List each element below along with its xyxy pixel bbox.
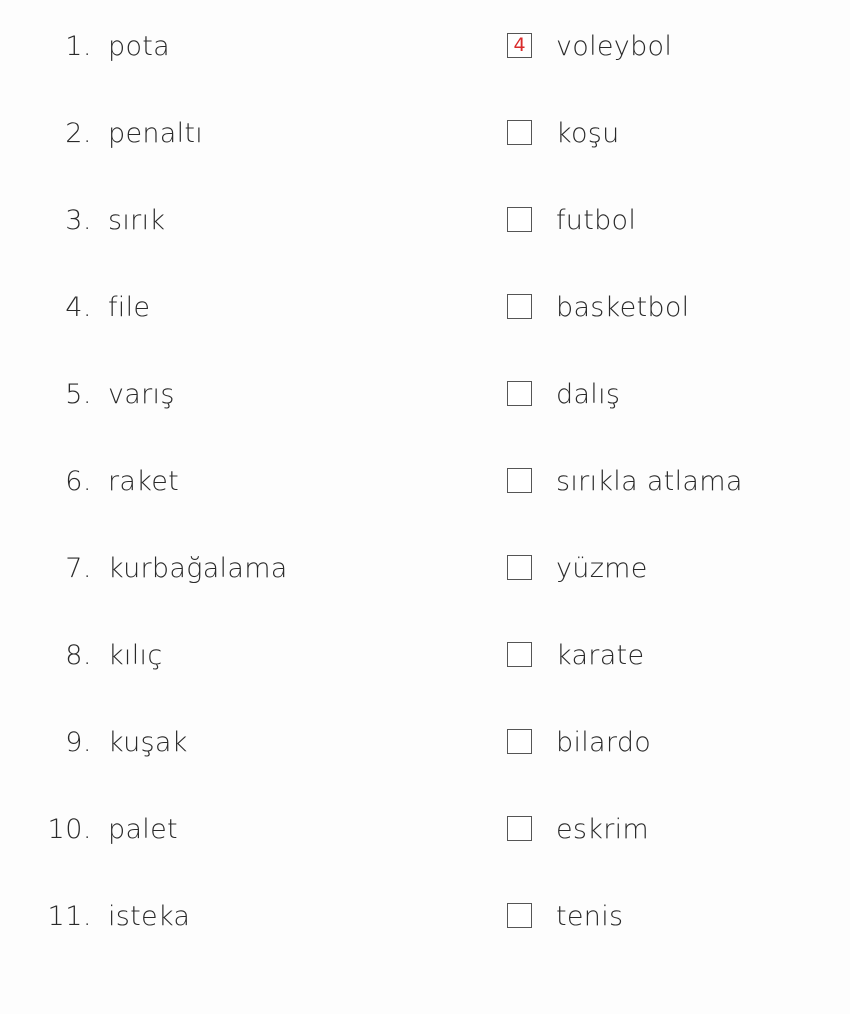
- term-word: sırık: [108, 205, 166, 236]
- sport-word: voleybol: [556, 31, 673, 62]
- term-number: 6.: [65, 466, 92, 497]
- term-number: 4.: [65, 292, 92, 323]
- answer-box[interactable]: [507, 120, 532, 145]
- match-row: [0, 457, 850, 507]
- match-row: [0, 196, 850, 246]
- sport-word: karate: [556, 640, 645, 671]
- match-row: [0, 892, 850, 942]
- match-row: [0, 805, 850, 855]
- term-word: kurbağalama: [108, 553, 288, 584]
- term-number: 9.: [65, 727, 92, 758]
- sport-word: basketbol: [556, 292, 690, 323]
- sport-word: yüzme: [556, 553, 648, 584]
- answer-box[interactable]: [507, 729, 532, 754]
- answer-box[interactable]: [507, 294, 532, 319]
- term-number: 11.: [47, 901, 92, 932]
- term-number: 5.: [65, 379, 92, 410]
- answer-box[interactable]: [507, 903, 532, 928]
- term-number: 3.: [65, 205, 92, 236]
- term-number: 10.: [47, 814, 92, 845]
- sport-word: tenis: [556, 901, 624, 932]
- term-number: 1.: [65, 31, 92, 62]
- match-row: [0, 631, 850, 681]
- term-word: isteka: [108, 901, 191, 932]
- term-word: kuşak: [108, 727, 188, 758]
- answer-box[interactable]: [507, 468, 532, 493]
- term-word: file: [108, 292, 151, 323]
- term-number: 8.: [65, 640, 92, 671]
- sport-word: bilardo: [556, 727, 652, 758]
- sport-word: dalış: [556, 379, 621, 410]
- answer-box[interactable]: [507, 642, 532, 667]
- sport-word: sırıkla atlama: [556, 466, 743, 497]
- match-row: [0, 718, 850, 768]
- answer-box[interactable]: 4: [507, 33, 532, 58]
- term-number: 2.: [65, 118, 92, 149]
- match-row: [0, 283, 850, 333]
- term-word: raket: [108, 466, 180, 497]
- term-word: palet: [108, 814, 178, 845]
- sport-word: futbol: [556, 205, 637, 236]
- term-word: kılıç: [108, 640, 163, 671]
- answer-box[interactable]: [507, 381, 532, 406]
- match-row: [0, 544, 850, 594]
- term-word: pota: [108, 31, 170, 62]
- answer-box[interactable]: [507, 555, 532, 580]
- sport-word: eskrim: [556, 814, 650, 845]
- sport-word: koşu: [556, 118, 620, 149]
- match-row: [0, 109, 850, 159]
- match-row: [0, 370, 850, 420]
- term-word: varış: [108, 379, 175, 410]
- term-word: penaltı: [108, 118, 204, 149]
- term-number: 7.: [65, 553, 92, 584]
- answer-box[interactable]: [507, 207, 532, 232]
- answer-box[interactable]: [507, 816, 532, 841]
- match-row: [0, 22, 850, 72]
